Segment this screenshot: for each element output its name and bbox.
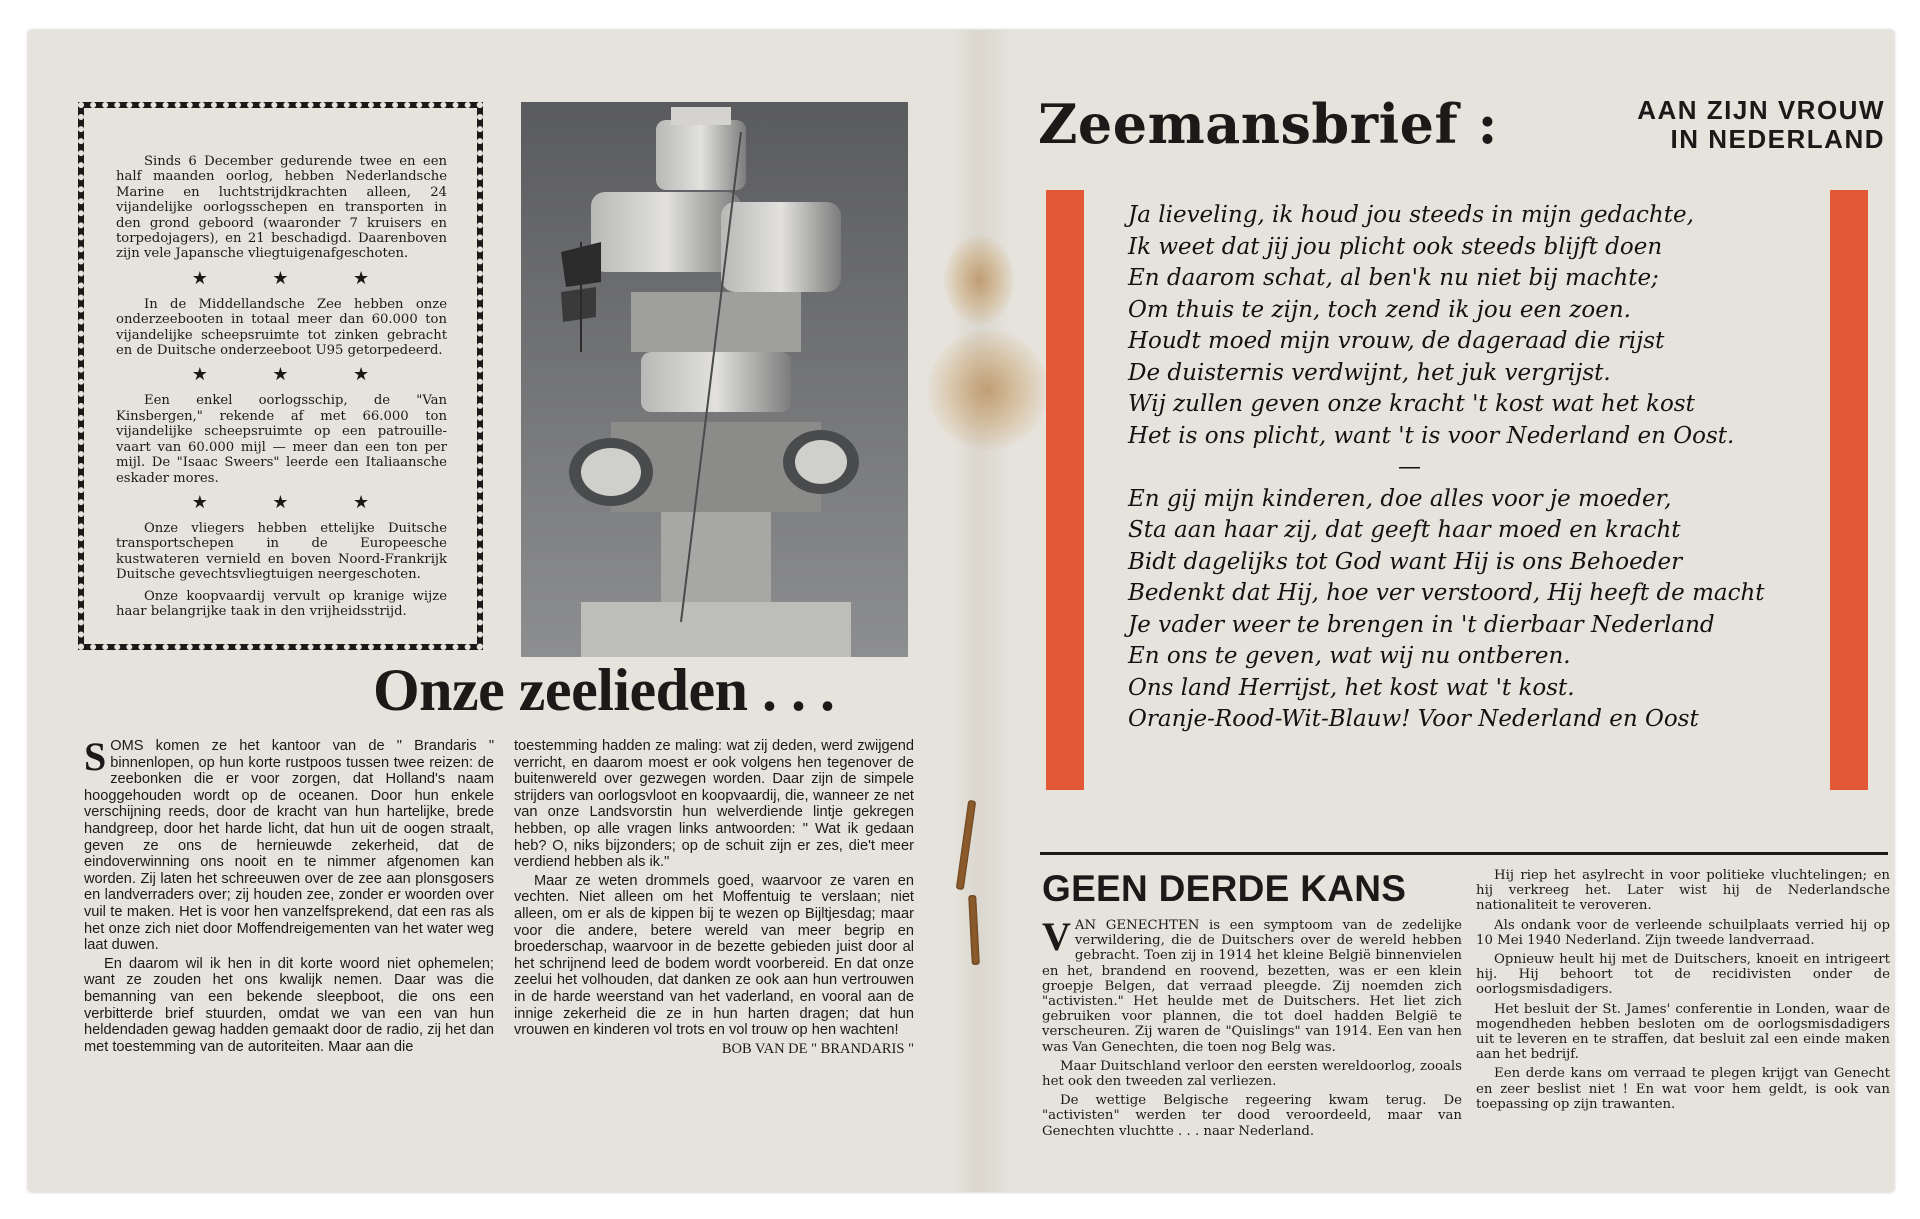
letter-line: Het is ons plicht, want 't is voor Nederland en Oost. <box>1128 422 1735 449</box>
subtitle-block <box>1555 96 1885 154</box>
article-paragraph: Opnieuw heult hij met de Duitschers, knoeit en intrigeert hij. Hij behoort tot de recidivisten onder de oorlogsmisdadigers. <box>1476 952 1890 998</box>
star-separator: ★ ★ ★ <box>191 267 400 288</box>
title-zeemansbrief: Zeemansbrief : <box>1038 92 1498 156</box>
article-title-geen-derde-kans: GEEN DERDE KANS <box>1042 868 1407 909</box>
article-paragraph: Als ondank voor de verleende schuilplaats verried hij op 10 Mei 1940 Nederland. Zijn tweede landverraad. <box>1476 917 1890 948</box>
news-paragraph: Sinds 6 December gedurende twee en een half maanden oorlog, hebben Nederlandsche Marine en luchtstrijdkrachten alleen, 24 vijandelijke oorlogsschepen en transporten in den grond geboord (waaronder 7 kruisers en torpedojagers), en 21 beschadigd. Daarenboven zijn vele Japansche vliegtuigenafgeschoten. <box>116 154 447 262</box>
news-paragraph: Onze koopvaardij vervult op kranige wijze haar belangrijke taak in den vrijheidsstrijd. <box>116 588 447 619</box>
subtitle-line: AAN ZIJN VROUW <box>1637 95 1885 125</box>
article-paragraph: Maar ze weten drommels goed, waarvoor ze varen en vechten. Niet alleen om het Moffentuig te verslaan; niet alleen, om er als de kippen bij te wezen op Bijltjesdag; maar voor die andere, betere wereld van meer begrip en broederschap, waarvoor in de bezette gebieden juist door al het schrijnend leed de bodem wordt voorbereid. En dat onze zeelui het volhouden, dat danken ze ook aan hun vertrouwen in de harde weerstand van het vaderland, en vooral aan de innige zekerheid die ze in hun harten dragen; dat hun vrouwen en kinderen vol trots en vol trouw op hen wachten! <box>514 872 914 1039</box>
center-fold <box>952 30 1012 1192</box>
article-column-4 <box>1476 868 1890 1116</box>
warship-mast-photo <box>521 102 908 657</box>
article-title-onze-zeelieden: Onze zeelieden . . . <box>373 657 835 723</box>
letter-line: Bedenkt dat Hij, hoe ver verstoord, Hij heeft de macht <box>1128 580 1765 606</box>
article-column-1 <box>84 734 494 1055</box>
letter-line: Om thuis te zijn, toch zend ik jou een zoen. <box>1128 296 1631 323</box>
warship-mast-illustration <box>521 102 908 657</box>
orange-bar-left <box>1046 190 1084 790</box>
letter-line: En ons te geven, wat wij nu ontberen. <box>1128 643 1571 669</box>
article-paragraph: Een derde kans om verraad te plegen krijgt van Genecht en zeer beslist niet ! En wat voor hem geldt, is ook van toepassing op zijn trawanten. <box>1476 1066 1890 1112</box>
leaflet-sheet <box>28 30 1894 1192</box>
orange-bar-right <box>1830 190 1868 790</box>
article-byline: BOB VAN DE " BRANDARIS " <box>721 1040 914 1057</box>
star-separator: ★ ★ ★ <box>191 364 400 385</box>
letter-line: En daarom schat, al ben'k nu niet bij machte; <box>1128 265 1659 291</box>
handwritten-letter <box>1128 200 1828 736</box>
letter-divider: — <box>1398 454 1421 480</box>
letter-line: Bidt dagelijks tot God want Hij is ons Behoeder <box>1128 548 1683 575</box>
article-paragraph: Het besluit der St. James' conferentie in Londen, waar de mogendheden hebben besloten om de oorlogsmisdadigers uit te leveren en te straffen, dat besluit zal een einde maken aan het bedrijf. <box>1476 1001 1890 1063</box>
subtitle-line: IN NEDERLAND <box>1670 124 1885 154</box>
article-paragraph: toestemming hadden ze maling: wat zij deden, werd zwijgend verricht, en daarom moest er ook volgens hen tegenover de buitenwereld over gezwegen worden. Daar zijn de simpele strijders van oorlogsvloot en koopvaardij, die, wanneer ze net van onze Landsvorstin hun welverdiende lintje gekregen hebben, op alle vragen links antwoorden: " Wat ik gedaan heb? O, niks bijzonders; op de schuit zijn er zes, die't meer verdiend hebben als ik." <box>514 738 914 871</box>
star-separator: ★ ★ ★ <box>191 491 400 512</box>
article-paragraph: De wettige Belgische regeering kwam terug. De "activisten" werden ter dood veroordeeld, maar van Genechten vluchtte . . . naar Nederland. <box>1042 1093 1462 1139</box>
letter-line: Houdt moed mijn vrouw, de dageraad die rijst <box>1128 328 1665 354</box>
letter-line: Ik weet dat jij jou plicht ook steeds blijft doen <box>1128 233 1663 260</box>
rust-stain-top <box>944 235 1014 325</box>
letter-line: Wij zullen geven onze kracht 't kost wat het kost <box>1128 391 1695 417</box>
news-summary-box <box>78 102 483 650</box>
drop-cap: S <box>84 734 107 779</box>
article-paragraph: AN GENECHTEN is een symptoom van de zedelijke verwildering, die de Duitschers over de wereld hebben gebracht. Toen zij in 1914 het kleine België binnenvielen en het, brandend en roovend, bezetten, was er een klein groepje Belgen, dat verraad pleegde. Zij noemden zich "activisten." Het heulde met de Duitschers. Het liet zich gebruiken voor plannen, die tot doel hadden België te verscheuren. Zij waren de "Quislings" van 1914. Een van hen was Van Genechten, die toen nog Belg was. <box>1042 918 1462 1055</box>
news-paragraph: Een enkel oorlogsschip, de "Van Kinsbergen," rekende af met 66.000 ton vijandelijke scheepsruimte op een patrouille-vaart van 60.000 mijl — meer dan een ton per mijl. De "Isaac Sweers" leerde een Italiaansche eskader mores. <box>116 393 447 486</box>
letter-line: Sta aan haar zij, dat geeft haar moed en kracht <box>1128 517 1681 543</box>
news-paragraph: In de Middellandsche Zee hebben onze onderzeebooten in totaal meer dan 60.000 ton vijandelijke scheepsruimte tot zinken gebracht en de Duitsche onderzeeboot U95 getorpedeerd. <box>116 296 447 359</box>
letter-line: Oranje-Rood-Wit-Blauw! Voor Nederland en Oost <box>1128 706 1699 732</box>
letter-line: Ons land Herrijst, het kost wat 't kost. <box>1128 674 1575 701</box>
letter-line: De duisternis verdwijnt, het juk vergrijst. <box>1128 359 1611 386</box>
rust-stain-bottom <box>928 330 1048 450</box>
drop-cap: V <box>1042 914 1071 959</box>
article-paragraph: Maar Duitschland verloor den eersten wereldoorlog, zooals het ook den tweeden zal verliezen. <box>1042 1058 1462 1090</box>
article-column-2 <box>514 738 914 1057</box>
news-paragraph: Onze vliegers hebben ettelijke Duitsche transportschepen in de Europeesche kustwateren vernield en boven Noord-Frankrijk Duitsche gevechtsvliegtuigen neergeschoten. <box>116 520 447 583</box>
article-paragraph: OMS komen ze het kantoor van de " Brandaris " binnenlopen, op hun korte rustpoos tussen twee reizen: de zeebonken die er voor zorgen, dat Holland's naam hooggehouden wordt op de oceanen. Door hun enkele verschijning reeds, door de kracht van hun hartelijke, brede handgreep, door het harde licht, dat hun uit de oogen straalt, geven ze ons de hernieuwde zekerheid, dat de eindoverwinning ons nooit en te nimmer afgenomen kan worden. Zij laten het schreeuwen over de zee aan plonsgosers en landverraders over; zij houden zee, zonder er woorden over vuil te maken. Het is voor hen vanzelfsprekend, dat een ras als het onze zich niet door Moffendreigementen van het water weg laat duwen. <box>84 738 494 954</box>
article-column-3 <box>1042 914 1462 1143</box>
article-paragraph: En daarom wil ik hen in dit korte woord niet ophemelen; want ze zouden het ons kwalijk nemen. Daar was die bemanning van een bekende sleepboot, die ons een verbitterde brief stuurden, omdat we van een van hun heldendaden gewag hadden gemaakt door de radio, zij het dan met toestemming van de autoriteiten. Maar aan die <box>84 955 494 1055</box>
letter-line: Ja lieveling, ik houd jou steeds in mijn gedachte, <box>1128 202 1694 228</box>
letter-line: En gij mijn kinderen, doe alles voor je moeder, <box>1128 485 1672 512</box>
horizontal-rule <box>1040 852 1888 855</box>
article-paragraph: Hij riep het asylrecht in voor politieke vluchtelingen; en hij verkreeg het. Later wist hij de Nederlandsche nationaliteit te veroveren. <box>1476 868 1890 914</box>
letter-line: Je vader weer te brengen in 't dierbaar Nederland <box>1128 611 1715 638</box>
